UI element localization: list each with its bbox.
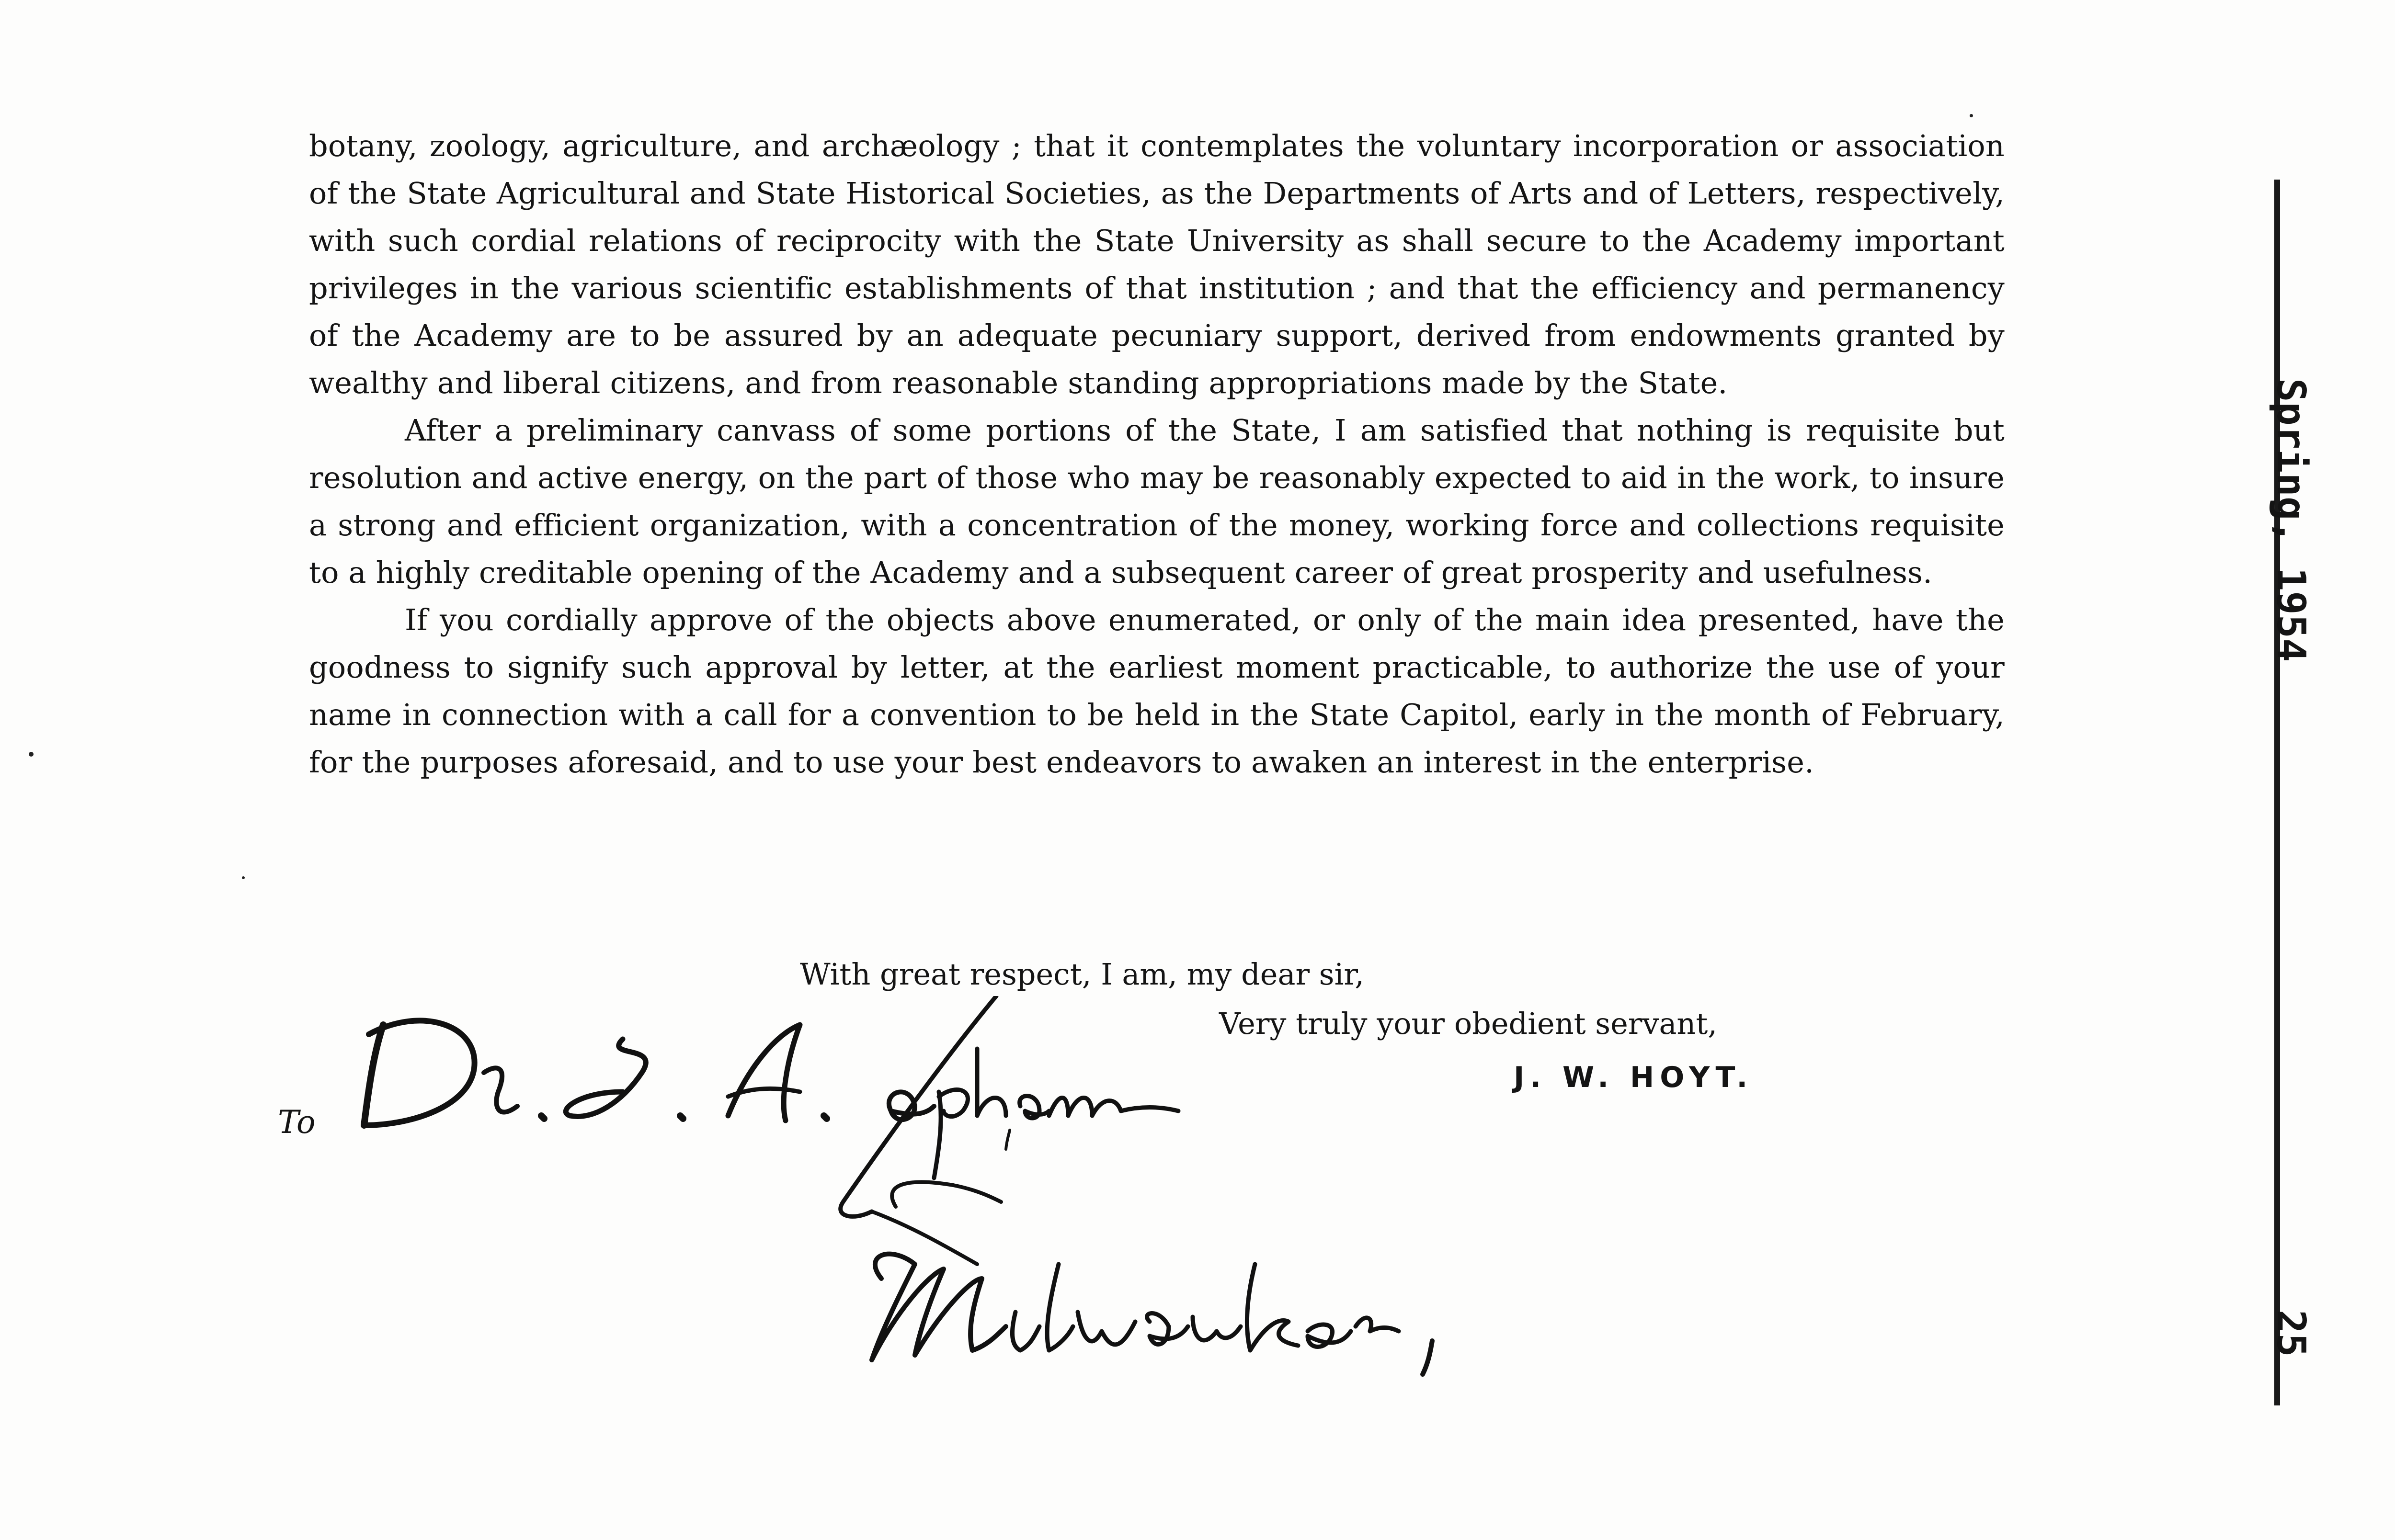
scan-speck (1970, 114, 1973, 117)
author-name: J. W. HOYT. (1514, 1061, 1754, 1094)
scan-speck (242, 876, 245, 879)
scan-speck (29, 752, 34, 757)
margin-rule (2274, 180, 2280, 1405)
handwritten-address-signature (354, 996, 1600, 1393)
margin-season-label: Spring, 1954 (2268, 378, 2314, 662)
closing-salutation: With great respect, I am, my dear sir, (800, 957, 1364, 992)
to-label: To (278, 1104, 316, 1141)
letter-paragraph-1: botany, zoology, agriculture, and archæology ; that it contemplates the voluntary incorporation or association of the State Agricultural and State Historical Societies, as the Departments of Arts and of Letters, respectively, with such cordial relations of reciprocity with the State University as shall secure to the Academy important privileges in the various scientific establishments of that institution ; and that the efficiency and permanency of the Academy are to be assured by an adequate pecuniary support, derived from endowments granted by wealthy and liberal citizens, and from reasonable standing appropriations made by the State. (309, 128, 2005, 400)
letter-paragraph-3: If you cordially approve of the objects above enumerated, or only of the main idea presented, have the goodness to signify such approval by letter, at the earliest moment practicable, to authorize the use of your name in connection with a call for a convention to be held in the State Capitol, early in the month of February, for the purposes aforesaid, and to use your best endeavors to awaken an interest in the enterprise. (309, 602, 2005, 780)
letter-body (309, 122, 2005, 786)
closing-valediction: Very truly your obedient servant, (1219, 1006, 1717, 1041)
letter-paragraph-2: After a preliminary canvass of some portions of the State, I am satisfied that nothing is requisite but resolution and active energy, on the part of those who may be reasonably expected to aid in the work, to insure a strong and efficient organization, with a concentration of the money, working force and collections requisite to a highly creditable opening of the Academy and a subsequent career of great prosperity and usefulness. (309, 413, 2005, 590)
margin-page-number: 25 (2268, 1310, 2314, 1357)
